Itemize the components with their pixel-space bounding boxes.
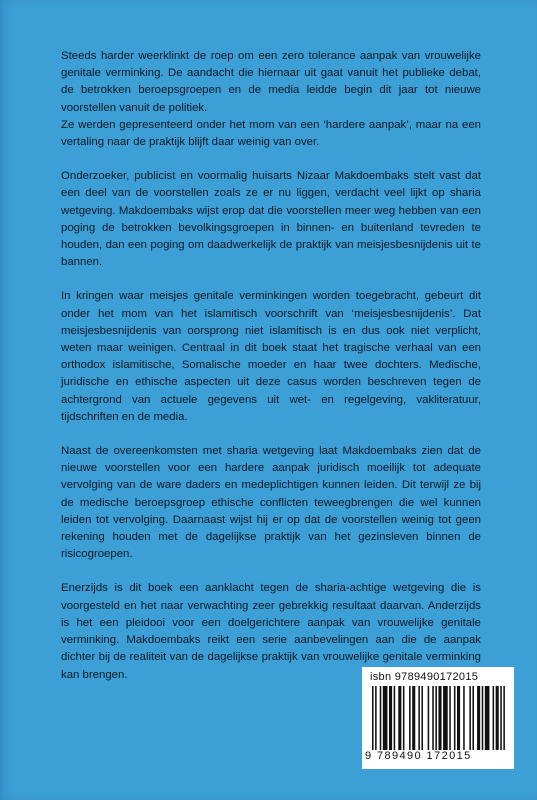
isbn-label: isbn 9789490172015 (370, 671, 479, 683)
blurb-paragraph-1: Steeds harder weerklinkt de roep om een zero tolerance aanpak van vrouwelijke genitale verminking. De aandacht die hiernaar uit gaat vanuit het publieke debat, de betrokken beroepsgroepen en de media leidde begin dit jaar tot nieuwe voorstellen vanuit de politiek. (61, 50, 481, 114)
barcode-bar (383, 686, 388, 750)
blurb-paragraph-2: Ze werden gepresenteerd onder het mom van een ‘hardere aanpak’, maar na een vertaling naar de praktijk blijft daar weinig van over. (61, 118, 481, 149)
barcode-bar (380, 686, 382, 750)
blurb-text (61, 48, 481, 701)
barcode-bar (409, 686, 411, 750)
barcode-bar (428, 686, 430, 750)
barcode-bar (463, 686, 465, 750)
barcode-bar (443, 686, 448, 750)
barcode-bar (435, 686, 437, 750)
barcode-bar (403, 686, 405, 750)
barcode-bar (394, 686, 396, 750)
barcode-bar (412, 686, 415, 750)
barcode-bar (421, 686, 423, 750)
blurb-paragraph-3: Onderzoeker, publicist en voormalig huisarts Nizaar Makdoembaks stelt vast dat een deel van de voorstellen zoals ze er nu liggen, verdacht veel lijkt op sharia wetgeving. Makdoembaks wijst erop dat die voorstellen meer weg hebben van een poging de betrokken bevolkingsgroepen in binnen- en buitenland tevreden te houden, dan een poging om daadwerkelijk de praktijk van meisjesbesnijdenis uit te bannen. (61, 170, 481, 269)
barcode-bar (432, 686, 434, 750)
barcode-bar (454, 686, 456, 750)
barcode-bar (500, 686, 502, 750)
spine-edge (0, 0, 3, 800)
barcode-bar (496, 686, 499, 750)
barcode-bar (485, 686, 490, 750)
barcode-bar (503, 686, 505, 750)
barcode-bar (375, 686, 377, 750)
barcode-bar (482, 686, 484, 750)
barcode-bar (398, 686, 401, 750)
barcode-bar (438, 686, 441, 750)
barcode-bar (472, 686, 474, 750)
barcode-bar (477, 686, 480, 750)
barcode-bar (418, 686, 420, 750)
barcode-bar (457, 686, 460, 750)
barcode-bars (372, 686, 508, 750)
blurb-paragraph-4: In kringen waar meisjes genitale verminkingen worden toegebracht, gebeurt dit onder het mom van het islamitisch voorschrift van ‘meisjesbesnijdenis’. Dat meisjesbesnijdenis van oorsprong niet islamitisch is en dus ook niet verplicht, weten maar weinigen. Centraal in dit boek staat het tragische verhaal van een orthodox islamitische, Somalische moeder en haar twee dochters. Medische, juridische en ethische aspecten uit deze casus worden beschreven tegen de achtergrond van actuele gegevens uit wet- en regelgeving, vakliteratuur, tijdschriften en de media. (61, 290, 481, 423)
barcode-bar (493, 686, 495, 750)
isbn-digits: 9 789490 172015 (365, 750, 472, 762)
barcode-bar (372, 686, 374, 750)
barcode-bar (449, 686, 451, 750)
blurb-paragraph-5: Naast de overeenkomsten met sharia wetgeving laat Makdoembaks zien dat de nieuwe voorstellen voor een hardere aanpak juridisch moeilijk tot adequate vervolging van de ware daders en medeplichtigen kunnen leiden. Dit terwijl ze bij de medische beroepsgroep ethische conflicten teweegbrengen die wel kunnen leiden tot vervolging. Daarnaast wijst hij er op dat de voorstellen weinig tot geen rekening houden met de dagelijkse praktijk van het gezinsleven binnen de risicogroepen. (61, 445, 481, 561)
blurb-paragraph-6: Enerzijds is dit boek een aanklacht tegen de sharia-achtige wetgeving die is voorgesteld en het naar verwachting zeer gebrekkig resultaat daarvan. Anderzijds is het een pleidooi voor een doelgerichtere aanpak van vrouwelijke genitale verminking. Makdoembaks reikt een serie aanbevelingen aan die de aanpak dichter bij de realiteit van de dagelijkse praktijk van vrouwelijke genitale verminking kan brengen. (61, 582, 481, 681)
isbn-barcode (362, 667, 514, 769)
barcode-bar (469, 686, 471, 750)
barcode-bar (389, 686, 392, 750)
